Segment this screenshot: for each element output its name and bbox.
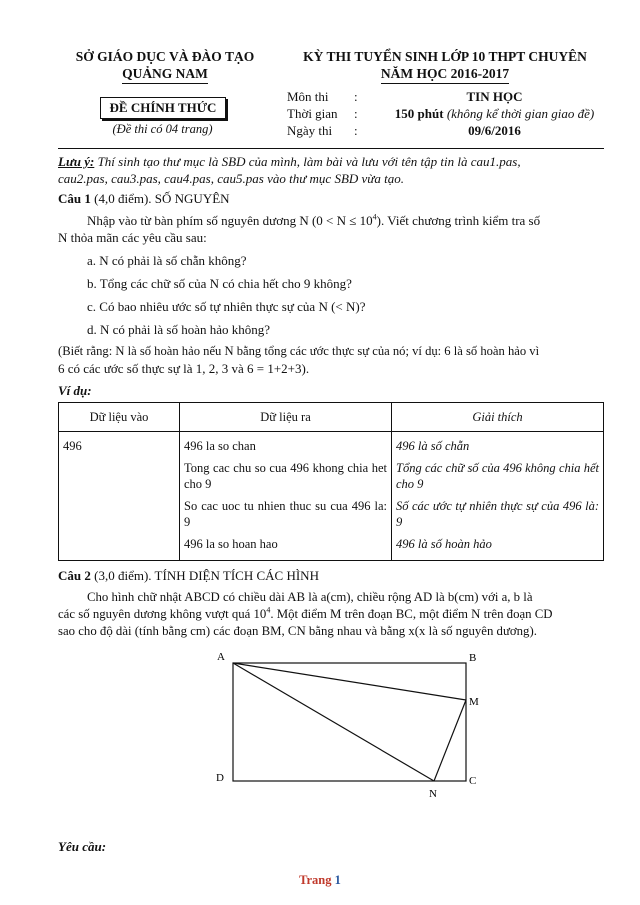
q2-line-2-sup: 4 xyxy=(266,605,271,615)
explanation-line: Số các ước tự nhiên thực sự của 496 là: 9 xyxy=(396,499,599,529)
explanation-line: Tổng các chữ số của 496 không chia hết cho 9 xyxy=(396,461,599,491)
label-n: N xyxy=(429,788,437,800)
issuer-province: QUẢNG NAM xyxy=(122,65,208,84)
q1-intro-sup: 4 xyxy=(372,212,377,222)
label-d: D xyxy=(216,772,224,784)
q2-points: (3,0 điểm). xyxy=(90,568,152,583)
footer-word: Trang xyxy=(299,873,332,887)
q1-hint-line-1: (Biết rằng: N là số hoàn hảo nếu N bằng tổng các ước thực sự của nó; ví dụ: 6 là số hoàn hảo vì xyxy=(58,344,540,358)
official-stamp: ĐỀ CHÍNH THỨC xyxy=(100,97,226,119)
q2-line-1: Cho hình chữ nhật ABCD có chiều dài AB là a(cm), chiều rộng AD là b(cm) với a, b là xyxy=(87,590,533,604)
output-line: 496 la so hoan hao xyxy=(184,537,278,551)
q2-title: TÍNH DIỆN TÍCH CÁC HÌNH xyxy=(151,568,319,583)
output-line: So cac uoc tu nhien thuc su cua 496 la: 9 xyxy=(184,499,387,529)
pages-note: (Đề thi có 04 trang) xyxy=(112,122,213,136)
meta-key: Ngày thi xyxy=(287,123,333,138)
table-header-explanation: Giải thích xyxy=(392,403,604,432)
q1-label: Câu 1 xyxy=(58,191,91,206)
rectangle-abcd xyxy=(233,663,466,781)
explanation-line: 496 là số hoàn hảo xyxy=(396,537,492,551)
q2-line-2b: . Một điểm M trên đoạn BC, một điểm N trên đoạn CD xyxy=(270,607,553,621)
label-c: C xyxy=(469,775,477,787)
segment-am xyxy=(233,663,466,700)
q2-line-2a: các số nguyên dương không vượt quá 10 xyxy=(58,607,267,621)
q1-intro-line-2: N thỏa mãn các yêu cầu sau: xyxy=(58,230,207,245)
meta-key: Môn thi xyxy=(287,89,329,104)
segment-mn xyxy=(434,700,466,781)
note-text-1: Thí sinh tạo thư mục là SBD của mình, làm bài và lưu với tên tập tin là cau1.pas, xyxy=(94,154,521,169)
label-m: M xyxy=(469,696,479,708)
q1-item-c: c. Có bao nhiêu ước số tự nhiên thực sự của N (< N)? xyxy=(87,299,366,314)
meta-colon: : xyxy=(354,123,358,138)
meta-key: Thời gian xyxy=(287,106,338,121)
q2-requirement-label: Yêu cầu: xyxy=(58,839,107,854)
meta-colon: : xyxy=(354,89,358,104)
meta-note: (không kể thời gian giao đề) xyxy=(446,106,595,121)
q1-example-label: Ví dụ: xyxy=(58,383,92,398)
q1-intro-b: ). Viết chương trình kiểm tra số xyxy=(376,213,541,228)
q1-title: SỐ NGUYÊN xyxy=(151,191,230,206)
segment-an xyxy=(233,663,434,781)
table-header-output: Dữ liệu ra xyxy=(180,403,392,432)
meta-colon: : xyxy=(354,106,358,121)
table-header-input: Dữ liệu vào xyxy=(59,403,180,432)
footer-page-number: 1 xyxy=(334,873,341,887)
q2-line-3: sao cho độ dài (tính bằng cm) các đoạn BM, CN bằng nhau và bằng x(x là số nguyên dương). xyxy=(58,624,537,638)
issuer-department: SỞ GIÁO DỤC VÀ ĐÀO TẠO xyxy=(75,49,255,64)
q1-item-d: d. N có phải là số hoàn hảo không? xyxy=(87,322,271,337)
meta-value: 150 phút xyxy=(394,106,444,121)
q1-item-b: b. Tổng các chữ số của N có chia hết cho 9 không? xyxy=(87,276,352,291)
exam-year: NĂM HỌC 2016-2017 xyxy=(381,65,509,84)
note-label: Lưu ý: xyxy=(58,154,95,169)
q1-item-a: a. N có phải là số chẵn không? xyxy=(87,253,247,268)
note-line-2: cau2.pas, cau3.pas, cau4.pas, cau5.pas vào thư mục SBD vừa tạo. xyxy=(58,171,404,186)
explanation-line: 496 là số chẵn xyxy=(396,439,470,453)
output-line: 496 la so chan xyxy=(184,439,256,453)
meta-value: TIN HỌC xyxy=(466,89,523,104)
q1-hint-line-2: 6 có các ước số thực sự là 1, 2, 3 và 6 = 1+2+3). xyxy=(58,361,310,376)
meta-value: 09/6/2016 xyxy=(468,123,521,138)
label-a: A xyxy=(217,651,225,663)
q1-points: (4,0 điểm). xyxy=(90,191,152,206)
page-footer xyxy=(0,873,640,888)
exam-title: KỲ THI TUYỂN SINH LỚP 10 THPT CHUYÊN xyxy=(303,49,587,64)
input-value: 496 xyxy=(63,439,82,453)
q2-label: Câu 2 xyxy=(58,568,91,583)
output-line: Tong cac chu so cua 496 khong chia het cho 9 xyxy=(184,461,387,491)
label-b: B xyxy=(469,652,477,664)
q1-intro-a: Nhập vào từ bàn phím số nguyên dương N (0 < N ≤ 10 xyxy=(87,213,373,228)
